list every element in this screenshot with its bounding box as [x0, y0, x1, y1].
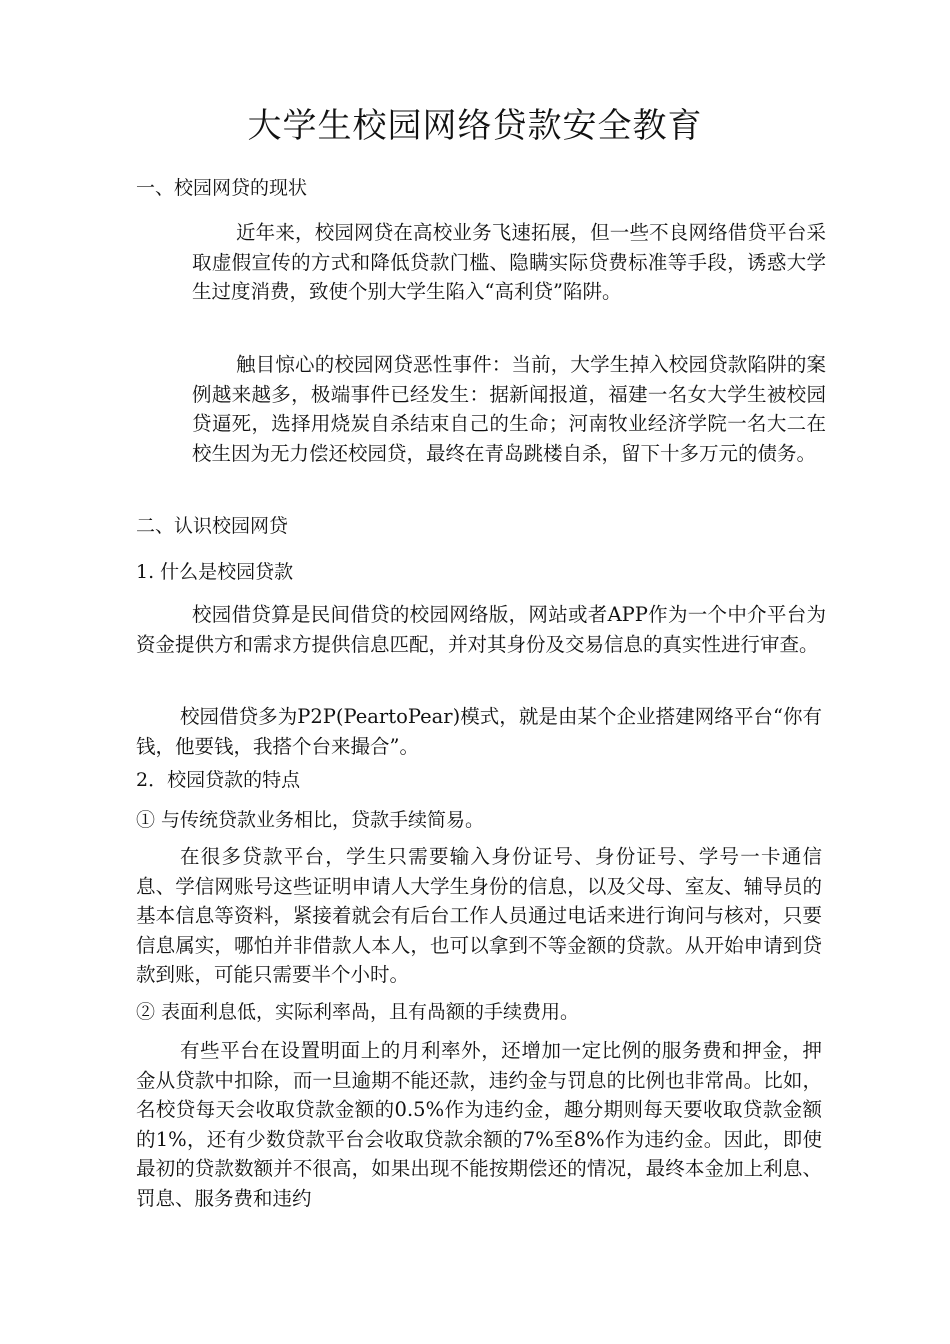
paragraph-definition: 校园借贷算是民间借贷的校园网络版，网站或者APP作为一个中介平台为资金提供方和需求方提供信息匹配，并对其身份及交易信息的真实性进行审查。 — [136, 603, 826, 656]
subheading-what-is-campus-loan: 1. 什么是校园贷款 — [136, 561, 294, 583]
feature-point-2: ② 表面利息低，实际利率咼，且有咼额的手续费用。 — [136, 1001, 580, 1023]
subheading-features: 2．校园贷款的特点 — [136, 769, 301, 791]
paragraph-malicious-incidents: 触目惊心的校园网贷恶性事件：当前，大学生掉入校园贷款陷阱的案例越来越多，极端事件已经发生：据新闻报道，福建一名女大学生被校园贷逼死，选择用烧炭自杀结束自己的生命；河南牧业经济学院一名大二在校生因为无力偿还校园贷，最终在青岛跳楼自杀，留下十多万元的债务。 — [192, 353, 826, 465]
section-heading-status: 一、校园网贷的现状 — [136, 177, 308, 199]
paragraph-high-fees: 有些平台在设置明面上的月利率外，还增加一定比例的服务费和押金，押金从贷款中扣除，而一旦逾期不能还款，违约金与罚息的比例也非常咼。比如，名校贷每天会收取贷款金额的0.5%作为违约金，趣分期则每天要收取贷款金额的1%，还有少数贷款平台会收取贷款余额的7%至8%作为违约金。因此，即使最初的贷款数额并不很高，如果出现不能按期偿还的情况，最终本金加上利息、罚息、服务费和违约 — [136, 1039, 822, 1210]
document-title: 大学生校园网络贷款安全教育 — [247, 106, 703, 146]
feature-point-1: ① 与传统贷款业务相比，贷款手续简易。 — [136, 809, 485, 831]
paragraph-p2p-model: 校园借贷多为P2P(PeartoPear)模式，就是由某个企业搭建网络平台“你有钱，他要钱，我搭个台来撮合”。 — [136, 705, 822, 758]
section-heading-understanding: 二、认识校园网贷 — [136, 515, 289, 537]
paragraph-simple-procedure: 在很多贷款平台，学生只需要输入身份证号、身份证号、学号一卡通信息、学信网账号这些证明申请人大学生身份的信息，以及父母、室友、辅导员的基本信息等资料，紧接着就会有后台工作人员通过电话来进行询问与核对，只要信息属实，哪怕并非借款人本人，也可以拿到不等金额的贷款。从开始申请到贷款到账，可能只需要半个小时。 — [136, 845, 822, 986]
paragraph-status-intro: 近年来，校园网贷在高校业务飞速拓展，但一些不良网络借贷平台采取虚假宣传的方式和降低贷款门槛、隐瞒实际贷费标准等手段，诱惑大学生过度消费，致使个别大学生陷入“高利贷”陷阱。 — [192, 221, 826, 303]
